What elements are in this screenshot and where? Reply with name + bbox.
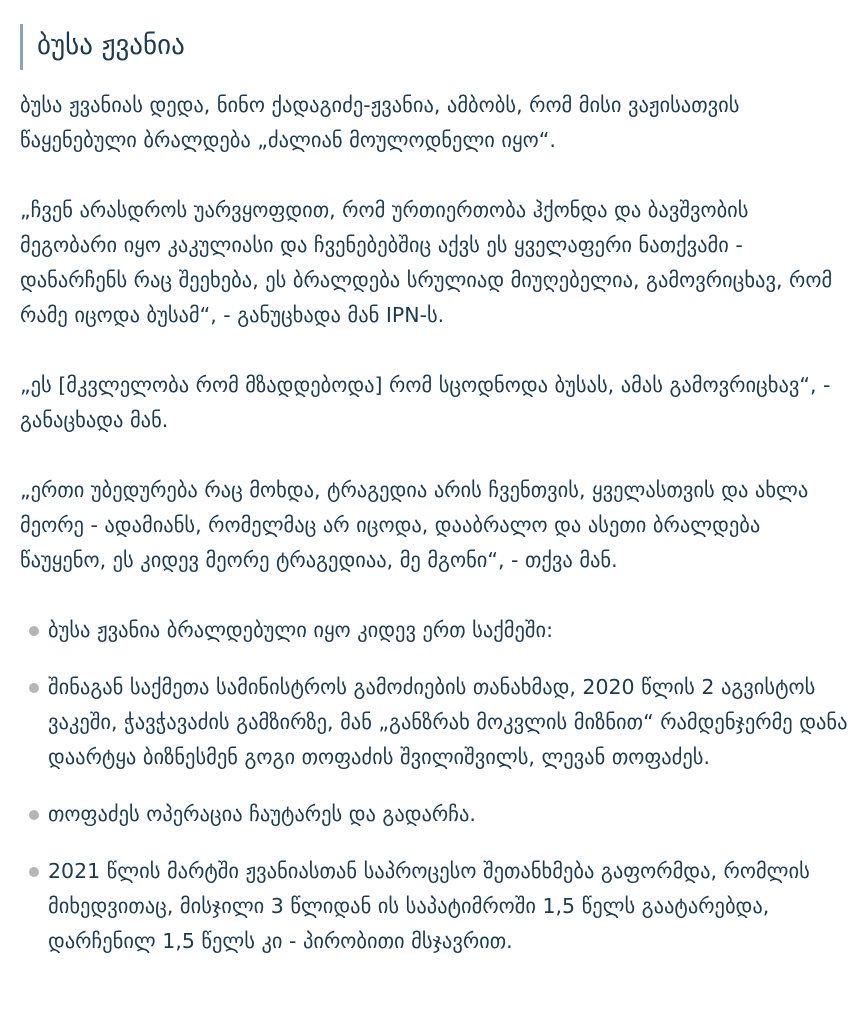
list-item-text: ბუსა ჟვანია ბრალდებული იყო კიდევ ერთ საქმეში: — [48, 618, 554, 642]
list-item-text: შინაგან საქმეთა სამინისტროს გამოძიების თანახმად, 2020 წლის 2 აგვისტოს ვაკეში, ჭავჭავაძის გამზირზე, მან „განზრახ მოკვლის მიზნით“ რამდენჯერმე დანა დაარტყა ბიზნესმენ გოგი თოფაძის შვილიშვილს, ლევან თოფაძეს. — [48, 675, 848, 769]
list-item — [20, 854, 852, 959]
bullet-list — [20, 613, 852, 959]
list-item — [20, 670, 852, 775]
bullet-icon — [29, 810, 39, 820]
bullet-icon — [29, 683, 39, 693]
list-item — [20, 613, 852, 648]
paragraph: „ეს [მკვლელობა რომ მზადდებოდა] რომ სცოდნოდა ბუსას, ამას გამოვრიცხავ“, - განაცხადა მან. — [20, 373, 831, 432]
list-item-text: თოფაძეს ოპერაცია ჩაუტარეს და გადარჩა. — [48, 802, 476, 826]
bullet-icon — [29, 626, 39, 636]
paragraph: ბუსა ჟვანიას დედა, ნინო ქადაგიძე-ჟვანია, ამბობს, რომ მისი ვაჟისათვის წაყენებული ბრალდება „ძალიან მოულოდნელი იყო“. — [20, 93, 740, 152]
list-item — [20, 797, 852, 832]
paragraph: „ჩვენ არასდროს უარვყოფდით, რომ ურთიერთობა ჰქონდა და ბავშვობის მეგობარი იყო კაკულიასი და ჩვენებებშიც აქვს ეს ყველაფერი ნათქვამი - დანარჩენს რაც შეეხება, ეს ბრალდება სრულიად მიუღებელია, გამოვრიცხავ, რომ რამე იცოდა ბუსამ“, - განუცხადა მან IPN-ს. — [20, 198, 833, 327]
bullet-icon — [29, 867, 39, 877]
paragraph: „ერთი უბედურება რაც მოხდა, ტრაგედია არის ჩვენთვის, ყველასთვის და ახლა მეორე - ადამიანს, რომელმაც არ იცოდა, დააბრალო და ასეთი ბრალდება წაუყენო, ეს კიდევ მეორე ტრაგედიაა, მე მგონი“, - თქვა მან. — [20, 478, 809, 572]
section-title: ბუსა ჟვანია — [20, 24, 852, 70]
list-item-text: 2021 წლის მარტში ჟვანიასთან საპროცესო შეთანხმება გაფორმდა, რომლის მიხედვითაც, მისჯილი 3 წლიდან ის საპატიმროში 1,5 წელს გაატარებდა, დარჩენილ 1,5 წელს კი - პირობითი მსჯავრით. — [48, 859, 810, 953]
